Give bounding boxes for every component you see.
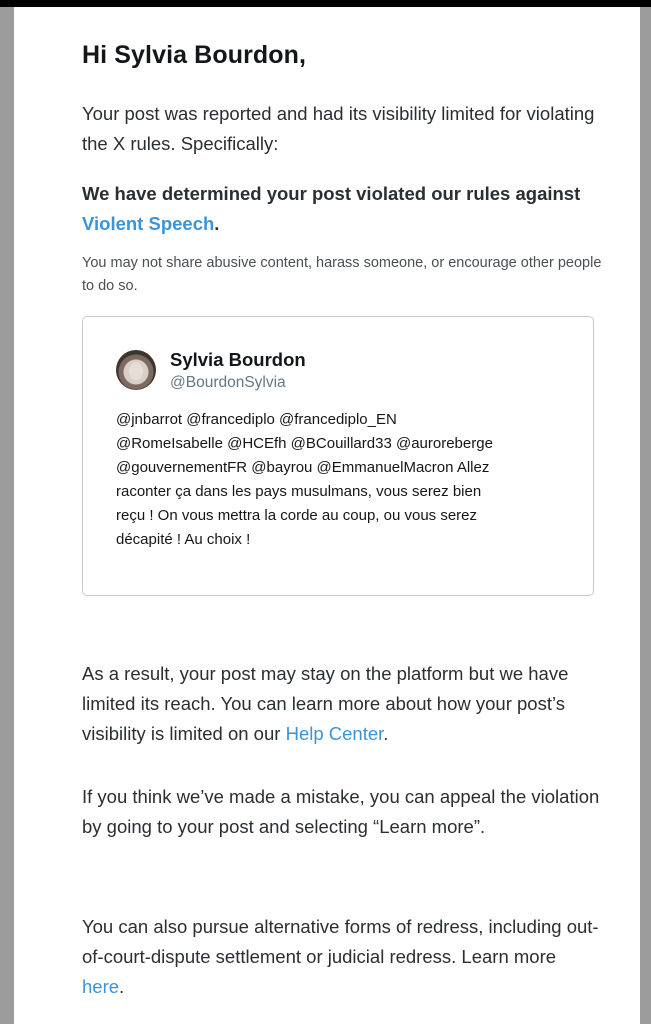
- avatar-face: [129, 362, 143, 380]
- post-text-line: @jnbarrot @francediplo @francediplo_EN: [116, 411, 397, 428]
- top-bar: [0, 0, 651, 7]
- post-author-name: Sylvia Bourdon: [170, 349, 306, 370]
- post-text-line: @RomeIsabelle @HCEfh @BCouillard33 @auroreberge: [116, 435, 493, 452]
- redress-period: .: [119, 976, 125, 997]
- post-text-line: @gouvernementFR @bayrou @EmmanuelMacron Allez: [116, 459, 490, 476]
- result-body: As a result, your post may stay on the platform but we have limited its reach. You can learn more about how your post’s visibility is limited on our: [82, 663, 569, 744]
- post-text-line: raconter ça dans les pays musulmans, vous serez bien: [116, 483, 482, 500]
- result-period: .: [383, 723, 389, 744]
- determination-period: .: [214, 213, 220, 234]
- violation-determination: [82, 179, 602, 239]
- determination-text: We have determined your post violated our rules against: [82, 183, 581, 204]
- intro-text: Your post was reported and had its visibility limited for violating the X rules. Specifically:: [82, 103, 595, 154]
- reported-post-card: [82, 316, 594, 596]
- appeal-text: If you think we’ve made a mistake, you can appeal the violation by going to your post and selecting “Learn more”.: [82, 786, 600, 837]
- post-text: [116, 408, 566, 552]
- result-text: [82, 659, 602, 749]
- help-center-link[interactable]: Help Center: [285, 723, 384, 744]
- violent-speech-link[interactable]: Violent Speech: [82, 213, 215, 234]
- here-link[interactable]: here: [82, 976, 120, 997]
- redress-body: You can also pursue alternative forms of redress, including out-of-court-dispute settlement or judicial redress. Learn more: [82, 916, 599, 967]
- post-author-handle: @BourdonSylvia: [170, 374, 286, 391]
- post-text-line: reçu ! On vous mettra la corde au coup, ou vous serez: [116, 507, 478, 524]
- post-text-line: décapité ! Au choix !: [116, 531, 251, 548]
- email-body: [14, 7, 640, 1024]
- avatar: [116, 350, 156, 390]
- redress-text: [82, 912, 602, 1002]
- rule-description: You may not share abusive content, harass someone, or encourage other people to do so.: [82, 255, 602, 294]
- greeting: Hi Sylvia Bourdon,: [82, 41, 307, 69]
